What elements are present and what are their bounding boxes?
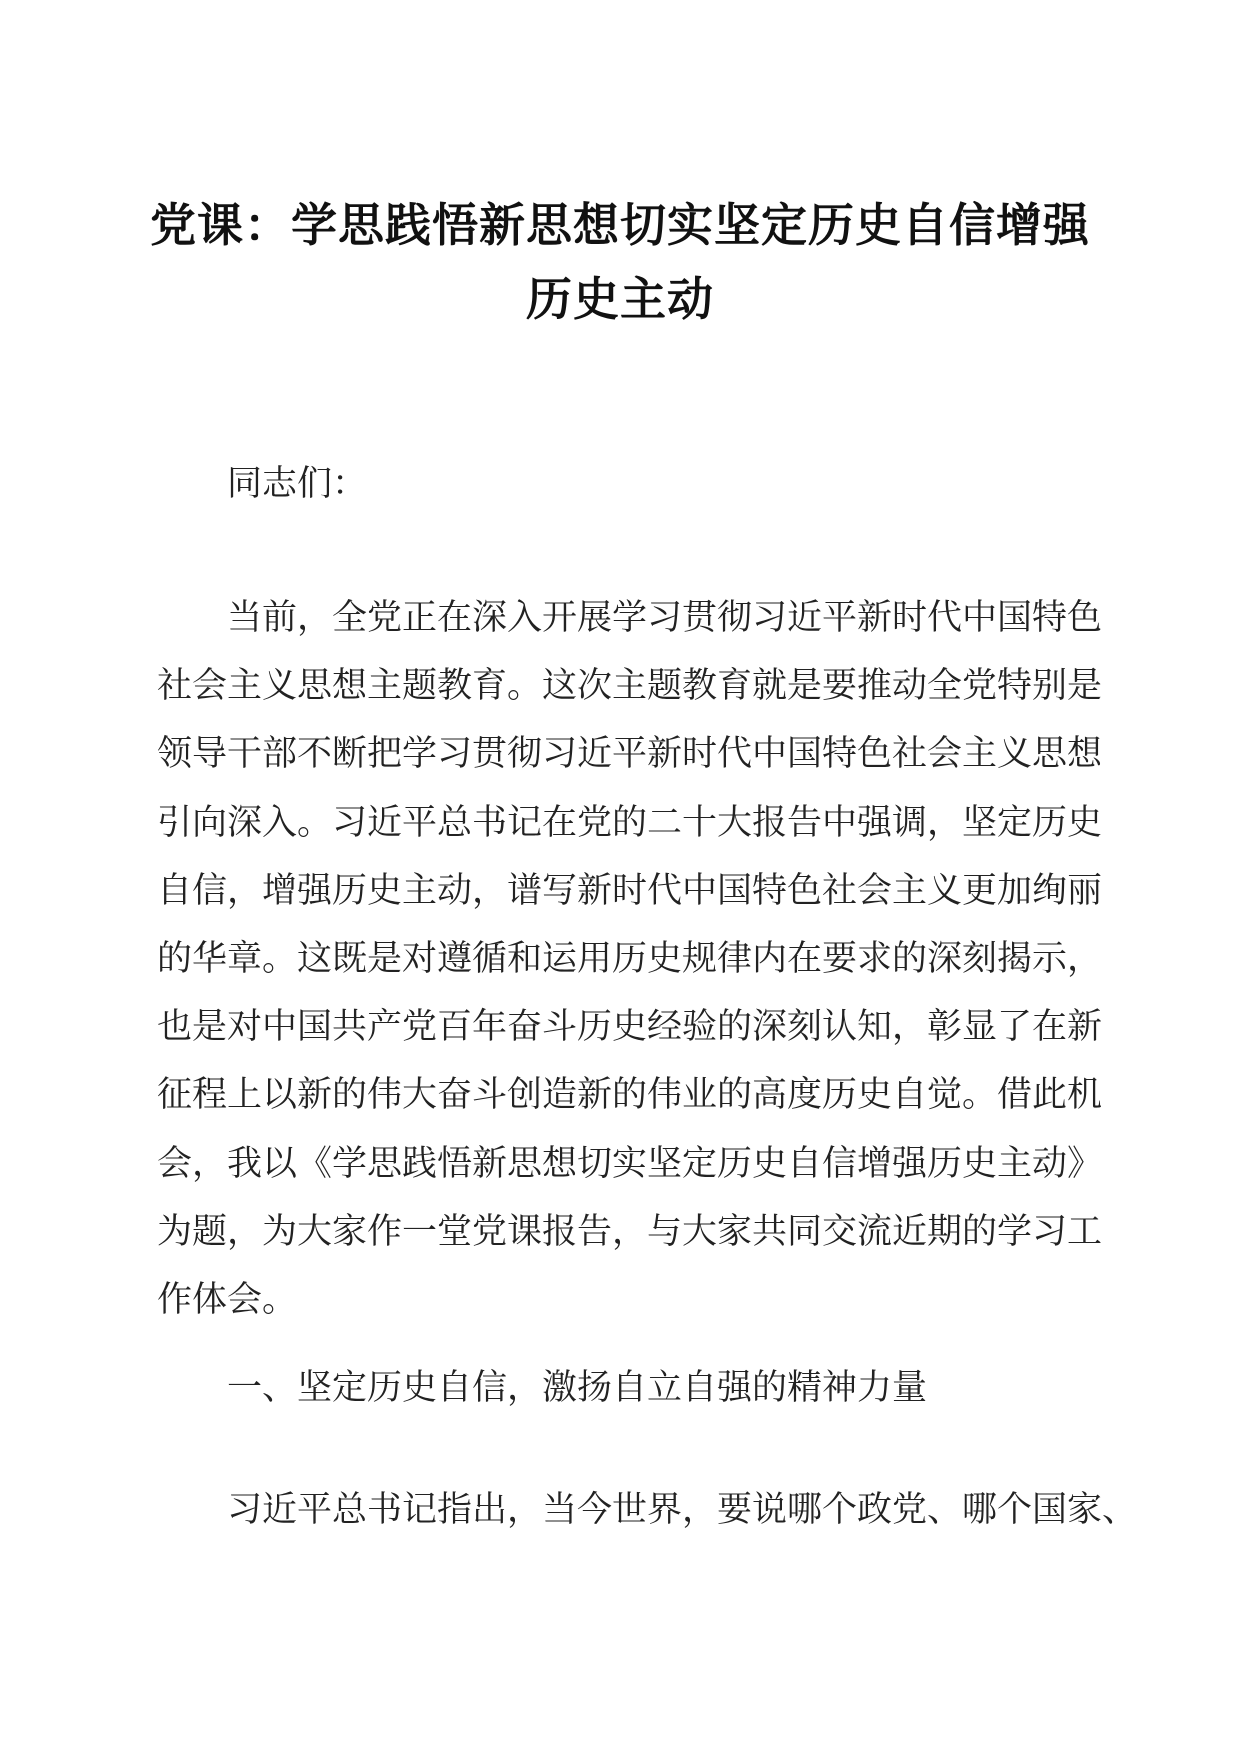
paragraph-line: 的华章。这既是对遵循和运用历史规律内在要求的深刻揭示， (157, 938, 1103, 979)
section-paragraph: 习近平总书记指出，当今世界，要说哪个政党、哪个国家、 (227, 1490, 1138, 1530)
title-line: 党课：学思践悟新思想切实坚定历史自信增强 (150, 198, 1090, 252)
paragraph-line: 自信，增强历史主动，谱写新时代中国特色社会主义更加绚丽 (157, 870, 1103, 911)
paragraph-line: 领导干部不断把学习贯彻习近平新时代中国特色社会主义思想 (157, 734, 1103, 775)
paragraph-line: 引向深入。习近平总书记在党的二十大报告中强调，坚定历史 (157, 802, 1103, 843)
intro-paragraph (157, 584, 1103, 1334)
paragraph-line: 为题，为大家作一堂党课报告，与大家共同交流近期的学习工 (157, 1211, 1103, 1252)
salutation: 同志们： (227, 464, 368, 504)
paragraph-line: 社会主义思想主题教育。这次主题教育就是要推动全党特别是 (157, 666, 1103, 707)
paragraph-line: 征程上以新的伟大奋斗创造新的伟业的高度历史自觉。借此机 (157, 1075, 1103, 1116)
paragraph-line: 会，我以《学思践悟新思想切实坚定历史自信增强历史主动》 (157, 1143, 1103, 1184)
paragraph-line: 也是对中国共产党百年奋斗历史经验的深刻认知，彰显了在新 (157, 1007, 1103, 1048)
document-title (140, 188, 1100, 336)
paragraph-line: 作体会。 (157, 1279, 298, 1320)
section-heading: 一、坚定历史自信，激扬自立自强的精神力量 (227, 1368, 928, 1408)
paragraph-line: 当前，全党正在深入开展学习贯彻习近平新时代中国特色 (227, 598, 1103, 638)
title-line: 历史主动 (526, 272, 714, 326)
